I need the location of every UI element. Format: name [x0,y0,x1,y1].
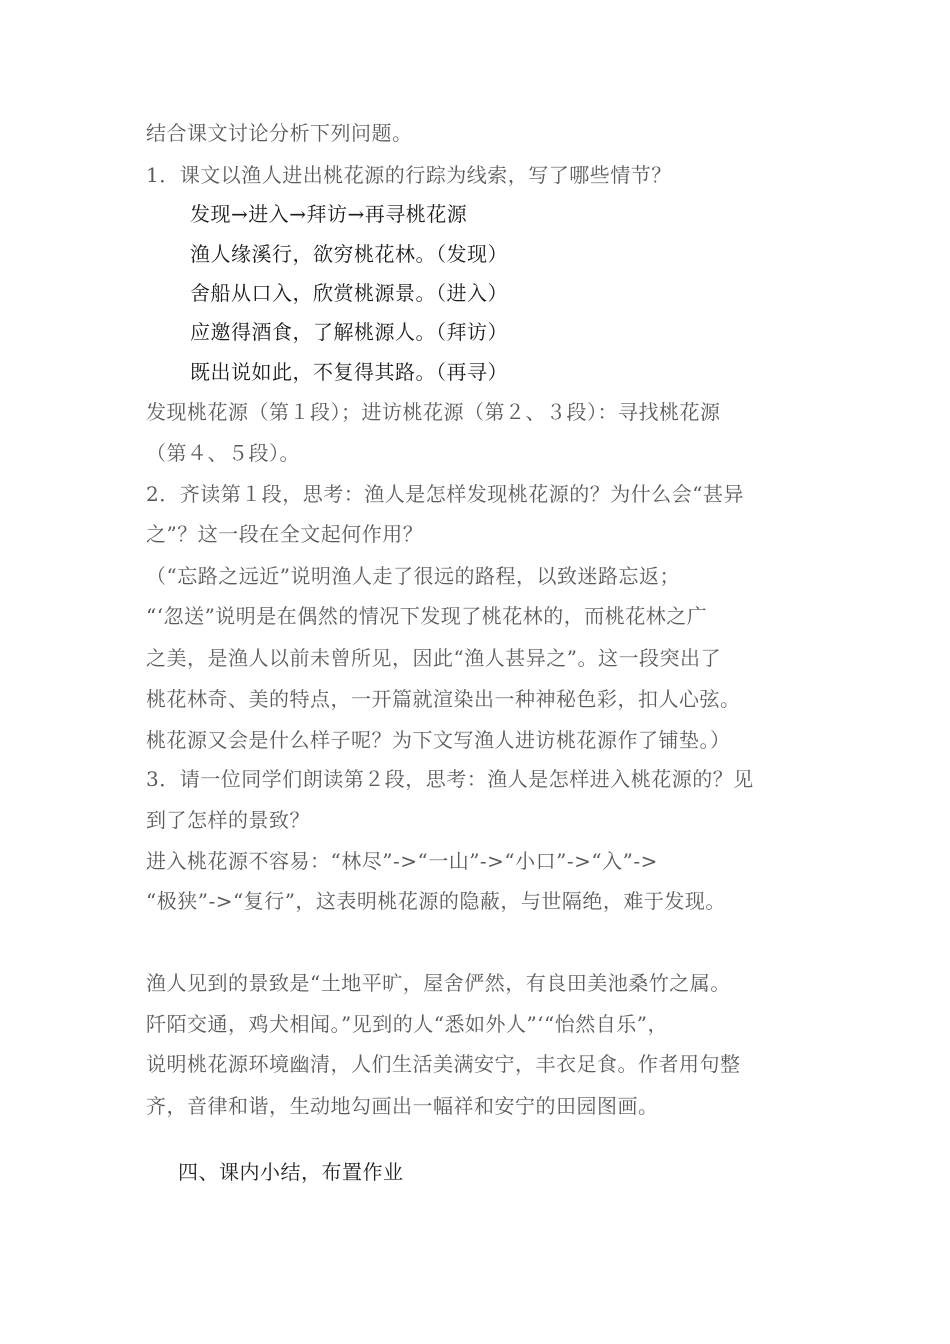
q1-summary-line: 发现桃花源（第１段）；进访桃花源（第２、３段）：寻找桃花源 [146,400,721,424]
q2-answer-line: （“忘路之远近”说明渔人走了很远的路程，以致迷路忘返； [146,564,680,588]
q2-answer-line: 桃花林奇、美的特点，一开篇就渲染出一种神秘色彩，扣人心弦。 [146,687,741,711]
q3-question-line: 到了怎样的景致？ [146,808,310,832]
q1-point: 舍船从口入，欣赏桃源景。（进入） [190,281,508,305]
q3-answer-line: 进入桃花源不容易：“林尽”->“一山”->“小口”->“入”-> [146,849,658,873]
q3-scenery-line: 阡陌交通，鸡犬相闻。”见到的人“悉如外人”‘“怡然自乐”， [146,1012,668,1036]
q2-answer-line: 之美，是渔人以前未曾所见，因此“渔人甚异之”。这一段突出了 [146,646,721,670]
q2-answer-line: “‘忽送”说明是在偶然的情况下发现了桃花林的，而桃花林之广 [146,604,708,628]
q1-flow: 发现→进入→拜访→再寻桃花源 [190,202,468,226]
q3-question-line: 3．请一位同学们朗读第２段，思考：渔人是怎样进入桃花源的？见 [146,767,754,791]
q2-question-line: 2．齐读第１段，思考：渔人是怎样发现桃花源的？为什么会“甚异 [146,482,744,506]
q3-answer-line: “极狭”->“复行”，这表明桃花源的隐蔽，与世隔绝，难于发现。 [146,889,726,913]
q1-point: 渔人缘溪行，欲穷桃花林。（发现） [190,242,508,266]
q2-answer-line: 桃花源又会是什么样子呢？为下文写渔人进访桃花源作了铺垫。） [146,728,731,752]
q3-scenery-line: 齐，音律和谐，生动地勾画出一幅祥和安宁的田园图画。 [146,1094,659,1118]
q1-question: 1．课文以渔人进出桃花源的行踪为线索，写了哪些情节？ [146,163,672,187]
q1-point: 既出说如此，不复得其路。（再寻） [190,360,508,384]
q3-scenery-line: 渔人见到的景致是“土地平旷，屋舍俨然，有良田美池桑竹之属。 [146,971,731,995]
q3-scenery-line: 说明桃花源环境幽清，人们生活美满安宁，丰衣足食。作者用句整 [146,1052,741,1076]
q2-question-line: 之”？这一段在全文起何作用？ [146,522,424,546]
q1-point: 应邀得酒食，了解桃源人。（拜访） [190,320,508,344]
q1-summary-line: （第４、５段）。 [146,441,300,465]
intro-text: 结合课文讨论分析下列问题。 [146,121,413,145]
section-heading: 四、课内小结，布置作业 [178,1160,404,1184]
